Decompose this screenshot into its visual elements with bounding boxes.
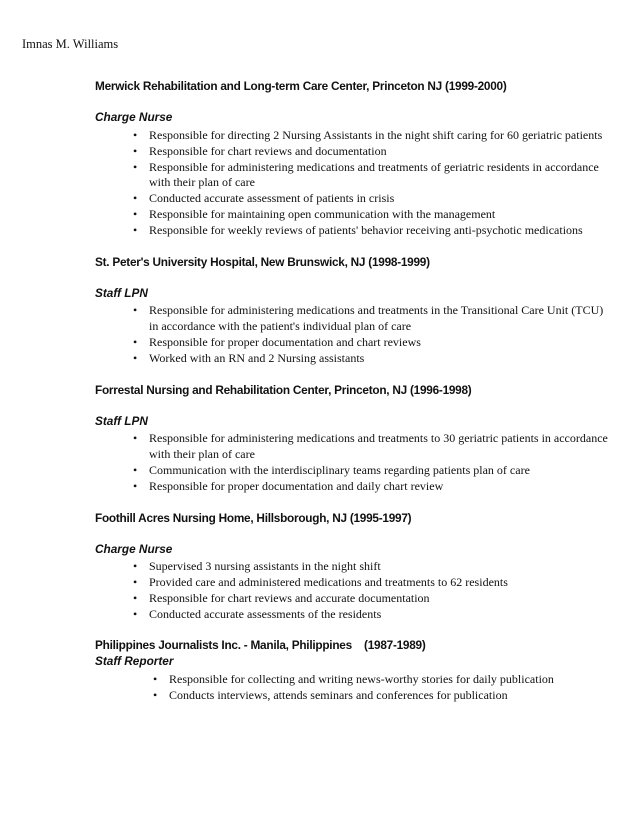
candidate-name: Imnas M. Williams <box>22 37 119 51</box>
job-entry <box>95 255 615 366</box>
section-spacer <box>95 495 615 511</box>
list-item: • Supervised 3 nursing assistants in the night shift <box>95 559 615 574</box>
job-entry <box>95 638 615 703</box>
list-item: • Responsible for administering medications and treatments to 30 geriatric patients in accordance with their plan of care <box>95 431 615 462</box>
list-item: • Conducts interviews, attends seminars and conferences for publication <box>95 688 615 703</box>
company-heading: St. Peter's University Hospital, New Brunswick, NJ (1998-1999) <box>95 254 430 269</box>
responsibility-list <box>95 303 615 366</box>
job-entry <box>95 383 615 494</box>
job-role: Staff Reporter <box>95 654 174 669</box>
list-item: • Responsible for proper documentation and chart reviews <box>95 335 615 350</box>
company-heading: Forrestal Nursing and Rehabilitation Center, Princeton, NJ (1996-1998) <box>95 382 472 397</box>
responsibility-list <box>95 128 615 238</box>
responsibility-list <box>95 559 615 622</box>
list-item: • Responsible for directing 2 Nursing Assistants in the night shift caring for 60 geriatric patients <box>95 128 615 143</box>
list-item: • Worked with an RN and 2 Nursing assistants <box>95 351 615 366</box>
list-item: • Responsible for weekly reviews of patients' behavior receiving anti-psychotic medications <box>95 223 615 238</box>
list-item: • Conducted accurate assessment of patients in crisis <box>95 191 615 206</box>
responsibility-list <box>95 672 615 703</box>
company-heading: Philippines Journalists Inc. - Manila, Philippines (1987-1989) <box>95 637 426 652</box>
job-entry <box>95 511 615 623</box>
list-item: • Provided care and administered medications and treatments to 62 residents <box>95 575 615 590</box>
list-item: • Communication with the interdisciplinary teams regarding patients plan of care <box>95 463 615 478</box>
section-spacer <box>95 239 615 255</box>
list-item: • Responsible for proper documentation and daily chart review <box>95 479 615 494</box>
job-role: Charge Nurse <box>95 541 173 556</box>
job-role: Staff LPN <box>95 286 148 301</box>
section-spacer <box>95 367 615 383</box>
list-item: • Responsible for administering medications and treatments in the Transitional Care Unit (TCU) in accordance with the patient's individual plan of care <box>95 303 615 334</box>
company-heading: Foothill Acres Nursing Home, Hillsborough, NJ (1995-1997) <box>95 510 412 525</box>
work-experience <box>95 79 615 704</box>
list-item: • Responsible for chart reviews and documentation <box>95 144 615 159</box>
job-entry <box>95 79 615 238</box>
job-role: Staff LPN <box>95 414 148 428</box>
list-item: • Responsible for maintaining open communication with the management <box>95 207 615 222</box>
list-item: • Responsible for administering medications and treatments of geriatric residents in accordance with their plan of care <box>95 160 615 191</box>
job-role: Charge Nurse <box>95 110 173 125</box>
responsibility-list <box>95 431 615 494</box>
section-spacer <box>95 623 615 638</box>
company-heading: Merwick Rehabilitation and Long-term Care Center, Princeton NJ (1999-2000) <box>95 79 507 93</box>
list-item: • Responsible for chart reviews and accurate documentation <box>95 591 615 606</box>
list-item: • Conducted accurate assessments of the residents <box>95 607 615 622</box>
list-item: • Responsible for collecting and writing news-worthy stories for daily publication <box>95 672 615 687</box>
